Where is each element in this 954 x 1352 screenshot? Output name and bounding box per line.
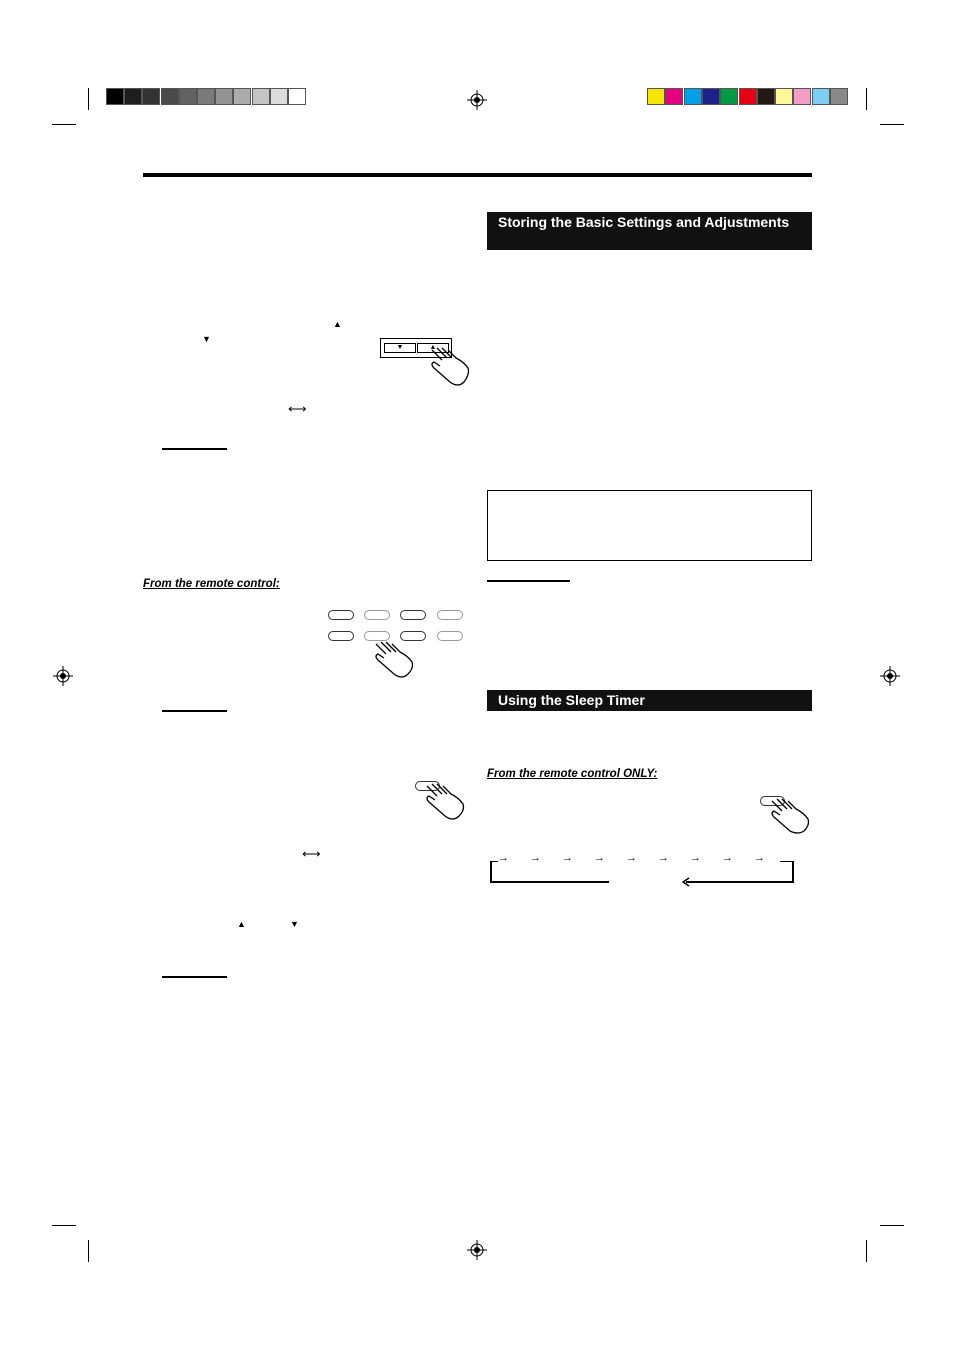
- cycle-arrow-icon: →: [626, 852, 637, 864]
- note-underline-left-1: [162, 448, 227, 450]
- color-swatch: [720, 88, 738, 105]
- cycle-arrow-icon: →: [530, 852, 541, 864]
- gray-swatch: [124, 88, 142, 105]
- note-underline-left-2: [162, 710, 227, 712]
- gray-swatch: [288, 88, 306, 105]
- storing-settings-heading-text: Storing the Basic Settings and Adjustments: [498, 214, 790, 230]
- cycle-arrowhead-icon: [681, 877, 691, 887]
- cycle-return-left-v: [490, 861, 492, 883]
- remote-button[interactable]: [328, 610, 354, 620]
- gray-swatch: [270, 88, 288, 105]
- storing-settings-heading: [487, 212, 812, 250]
- down-triangle-icon: ▼: [290, 919, 299, 929]
- sleep-timer-heading: [487, 690, 812, 711]
- crop-mark-top-right-v: [866, 88, 867, 110]
- remote-button[interactable]: [328, 631, 354, 641]
- remote-button[interactable]: [437, 631, 463, 641]
- crop-mark-top-left-h: [52, 124, 76, 125]
- pressing-hand-icon: [423, 782, 469, 822]
- crop-mark-bottom-left-h: [52, 1225, 76, 1226]
- color-swatch: [812, 88, 830, 105]
- pressing-hand-icon: [372, 640, 418, 680]
- pressing-hand-icon: [768, 797, 814, 835]
- gray-swatch: [252, 88, 270, 105]
- gray-swatch: [179, 88, 197, 105]
- double-arrow-icon: ⟷: [302, 846, 321, 861]
- crop-mark-bottom-right-h: [880, 1225, 904, 1226]
- gray-swatch: [106, 88, 124, 105]
- registration-target-left-icon: [53, 666, 73, 686]
- remote-button[interactable]: [437, 610, 463, 620]
- crop-mark-bottom-left-v: [88, 1240, 89, 1262]
- registration-target-right-icon: [880, 666, 900, 686]
- color-swatch: [702, 88, 720, 105]
- cycle-return-left-h: [490, 881, 609, 883]
- double-arrow-icon: ⟷: [288, 401, 307, 416]
- color-swatch: [793, 88, 811, 105]
- up-triangle-icon: ▲: [333, 319, 342, 329]
- note-box: [487, 490, 812, 561]
- remote-only-label: From the remote control ONLY:: [487, 768, 658, 780]
- color-swatch: [647, 88, 665, 105]
- gray-swatch: [142, 88, 160, 105]
- color-swatch: [665, 88, 683, 105]
- cycle-arrow-icon: →: [562, 852, 573, 864]
- note-underline-right: [487, 580, 570, 582]
- registration-target-bottom-icon: [467, 1240, 487, 1260]
- remote-button[interactable]: [400, 610, 426, 620]
- sleep-timer-heading-text: Using the Sleep Timer: [498, 692, 645, 708]
- cycle-arrow-icon: →: [594, 852, 605, 864]
- crop-mark-top-left-v: [88, 88, 89, 110]
- cycle-return-top-right: [780, 861, 794, 862]
- cycle-arrow-icon: →: [498, 852, 509, 864]
- pressing-hand-icon: [428, 346, 472, 388]
- down-triangle-icon: ▼: [202, 334, 211, 344]
- crop-mark-bottom-right-v: [866, 1240, 867, 1262]
- up-triangle-icon: ▲: [237, 919, 246, 929]
- cycle-return-top-left: [490, 861, 498, 862]
- cycle-arrow-icon: →: [722, 852, 733, 864]
- up-button-icon: ▲: [429, 344, 437, 351]
- down-button-icon: ▼: [396, 344, 404, 351]
- gray-swatch: [233, 88, 251, 105]
- gray-swatch: [215, 88, 233, 105]
- crop-mark-top-right-h: [880, 124, 904, 125]
- note-underline-left-3: [162, 976, 227, 978]
- color-swatch: [757, 88, 775, 105]
- top-rule: [143, 173, 812, 177]
- remote-button[interactable]: [364, 610, 390, 620]
- cycle-arrow-icon: →: [754, 852, 765, 864]
- registration-target-top-icon: [467, 90, 487, 110]
- color-swatch: [775, 88, 793, 105]
- cycle-return-right-v: [792, 861, 794, 883]
- remote-control-label: From the remote control:: [143, 578, 280, 590]
- color-swatch: [739, 88, 757, 105]
- gray-swatch: [197, 88, 215, 105]
- cycle-return-right-h: [686, 881, 794, 883]
- color-swatch: [684, 88, 702, 105]
- color-swatch: [830, 88, 848, 105]
- cycle-arrow-icon: →: [690, 852, 701, 864]
- down-button[interactable]: [384, 343, 416, 353]
- gray-swatch: [161, 88, 179, 105]
- sleep-cycle-diagram: [488, 852, 798, 886]
- cycle-arrow-icon: →: [658, 852, 669, 864]
